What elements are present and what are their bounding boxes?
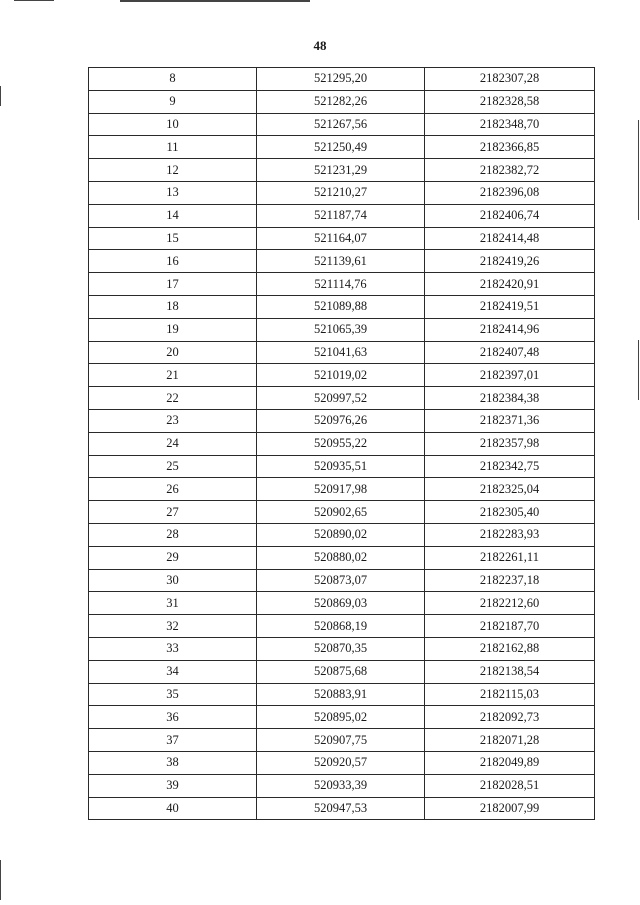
table-row xyxy=(89,501,595,524)
point-number-cell: 17 xyxy=(89,273,257,296)
x-coordinate-cell: 520955,22 xyxy=(257,432,425,455)
table-row xyxy=(89,729,595,752)
point-number-cell: 21 xyxy=(89,364,257,387)
y-coordinate-cell: 2182366,85 xyxy=(425,136,595,159)
table-row xyxy=(89,273,595,296)
point-number-cell: 35 xyxy=(89,683,257,706)
y-coordinate-cell: 2182419,51 xyxy=(425,295,595,318)
coordinates-table xyxy=(88,67,595,820)
y-coordinate-cell: 2182162,88 xyxy=(425,637,595,660)
point-number-cell: 34 xyxy=(89,660,257,683)
table-row xyxy=(89,318,595,341)
point-number-cell: 11 xyxy=(89,136,257,159)
point-number-cell: 37 xyxy=(89,729,257,752)
x-coordinate-cell: 520976,26 xyxy=(257,409,425,432)
table-row xyxy=(89,295,595,318)
table-row xyxy=(89,250,595,273)
table-row xyxy=(89,181,595,204)
point-number-cell: 31 xyxy=(89,592,257,615)
table-row xyxy=(89,637,595,660)
x-coordinate-cell: 520907,75 xyxy=(257,729,425,752)
y-coordinate-cell: 2182414,48 xyxy=(425,227,595,250)
x-coordinate-cell: 521187,74 xyxy=(257,204,425,227)
point-number-cell: 33 xyxy=(89,637,257,660)
x-coordinate-cell: 520935,51 xyxy=(257,455,425,478)
y-coordinate-cell: 2182348,70 xyxy=(425,113,595,136)
x-coordinate-cell: 520870,35 xyxy=(257,637,425,660)
y-coordinate-cell: 2182187,70 xyxy=(425,615,595,638)
point-number-cell: 20 xyxy=(89,341,257,364)
point-number-cell: 27 xyxy=(89,501,257,524)
x-coordinate-cell: 520873,07 xyxy=(257,569,425,592)
point-number-cell: 10 xyxy=(89,113,257,136)
x-coordinate-cell: 520895,02 xyxy=(257,706,425,729)
y-coordinate-cell: 2182325,04 xyxy=(425,478,595,501)
table-row xyxy=(89,341,595,364)
scan-artifact-left-bottom xyxy=(0,860,1,900)
x-coordinate-cell: 520880,02 xyxy=(257,546,425,569)
y-coordinate-cell: 2182092,73 xyxy=(425,706,595,729)
y-coordinate-cell: 2182406,74 xyxy=(425,204,595,227)
y-coordinate-cell: 2182384,38 xyxy=(425,387,595,410)
point-number-cell: 26 xyxy=(89,478,257,501)
x-coordinate-cell: 521019,02 xyxy=(257,364,425,387)
table-row xyxy=(89,660,595,683)
x-coordinate-cell: 521210,27 xyxy=(257,181,425,204)
x-coordinate-cell: 520868,19 xyxy=(257,615,425,638)
table-row xyxy=(89,68,595,91)
y-coordinate-cell: 2182305,40 xyxy=(425,501,595,524)
y-coordinate-cell: 2182342,75 xyxy=(425,455,595,478)
table-row xyxy=(89,113,595,136)
point-number-cell: 24 xyxy=(89,432,257,455)
y-coordinate-cell: 2182307,28 xyxy=(425,68,595,91)
y-coordinate-cell: 2182382,72 xyxy=(425,159,595,182)
table-row xyxy=(89,615,595,638)
page-number: 48 xyxy=(313,38,327,53)
y-coordinate-cell: 2182212,60 xyxy=(425,592,595,615)
point-number-cell: 30 xyxy=(89,569,257,592)
point-number-cell: 13 xyxy=(89,181,257,204)
x-coordinate-cell: 521114,76 xyxy=(257,273,425,296)
x-coordinate-cell: 520875,68 xyxy=(257,660,425,683)
table-row xyxy=(89,409,595,432)
y-coordinate-cell: 2182028,51 xyxy=(425,774,595,797)
y-coordinate-cell: 2182237,18 xyxy=(425,569,595,592)
point-number-cell: 15 xyxy=(89,227,257,250)
table-row xyxy=(89,387,595,410)
table-row xyxy=(89,136,595,159)
table-row xyxy=(89,774,595,797)
x-coordinate-cell: 521295,20 xyxy=(257,68,425,91)
point-number-cell: 28 xyxy=(89,523,257,546)
x-coordinate-cell: 521250,49 xyxy=(257,136,425,159)
y-coordinate-cell: 2182396,08 xyxy=(425,181,595,204)
x-coordinate-cell: 521282,26 xyxy=(257,90,425,113)
point-number-cell: 8 xyxy=(89,68,257,91)
point-number-cell: 32 xyxy=(89,615,257,638)
y-coordinate-cell: 2182071,28 xyxy=(425,729,595,752)
x-coordinate-cell: 521164,07 xyxy=(257,227,425,250)
x-coordinate-cell: 521065,39 xyxy=(257,318,425,341)
table-row xyxy=(89,523,595,546)
point-number-cell: 9 xyxy=(89,90,257,113)
x-coordinate-cell: 520902,65 xyxy=(257,501,425,524)
table-row xyxy=(89,455,595,478)
scan-artifact-top-short xyxy=(14,0,54,1)
scan-artifact-right xyxy=(638,340,639,400)
point-number-cell: 22 xyxy=(89,387,257,410)
point-number-cell: 36 xyxy=(89,706,257,729)
x-coordinate-cell: 521267,56 xyxy=(257,113,425,136)
y-coordinate-cell: 2182328,58 xyxy=(425,90,595,113)
y-coordinate-cell: 2182371,36 xyxy=(425,409,595,432)
x-coordinate-cell: 520920,57 xyxy=(257,751,425,774)
table-row xyxy=(89,364,595,387)
y-coordinate-cell: 2182138,54 xyxy=(425,660,595,683)
x-coordinate-cell: 520997,52 xyxy=(257,387,425,410)
x-coordinate-cell: 521041,63 xyxy=(257,341,425,364)
x-coordinate-cell: 520917,98 xyxy=(257,478,425,501)
table-row xyxy=(89,546,595,569)
point-number-cell: 25 xyxy=(89,455,257,478)
point-number-cell: 39 xyxy=(89,774,257,797)
y-coordinate-cell: 2182397,01 xyxy=(425,364,595,387)
table-row xyxy=(89,227,595,250)
coordinates-table-body xyxy=(89,68,595,820)
point-number-cell: 12 xyxy=(89,159,257,182)
point-number-cell: 29 xyxy=(89,546,257,569)
x-coordinate-cell: 520947,53 xyxy=(257,797,425,820)
table-row xyxy=(89,592,595,615)
x-coordinate-cell: 521089,88 xyxy=(257,295,425,318)
y-coordinate-cell: 2182357,98 xyxy=(425,432,595,455)
x-coordinate-cell: 520933,39 xyxy=(257,774,425,797)
y-coordinate-cell: 2182419,26 xyxy=(425,250,595,273)
y-coordinate-cell: 2182049,89 xyxy=(425,751,595,774)
y-coordinate-cell: 2182420,91 xyxy=(425,273,595,296)
table-row xyxy=(89,204,595,227)
point-number-cell: 23 xyxy=(89,409,257,432)
scan-artifact-top xyxy=(120,0,310,2)
scan-artifact-left xyxy=(0,86,1,106)
table-row xyxy=(89,432,595,455)
x-coordinate-cell: 520869,03 xyxy=(257,592,425,615)
y-coordinate-cell: 2182414,96 xyxy=(425,318,595,341)
table-row xyxy=(89,706,595,729)
table-row xyxy=(89,478,595,501)
y-coordinate-cell: 2182283,93 xyxy=(425,523,595,546)
point-number-cell: 19 xyxy=(89,318,257,341)
table-row xyxy=(89,751,595,774)
table-row xyxy=(89,90,595,113)
x-coordinate-cell: 521231,29 xyxy=(257,159,425,182)
y-coordinate-cell: 2182261,11 xyxy=(425,546,595,569)
y-coordinate-cell: 2182007,99 xyxy=(425,797,595,820)
scan-artifact-right-upper xyxy=(638,120,639,220)
x-coordinate-cell: 521139,61 xyxy=(257,250,425,273)
point-number-cell: 40 xyxy=(89,797,257,820)
y-coordinate-cell: 2182115,03 xyxy=(425,683,595,706)
y-coordinate-cell: 2182407,48 xyxy=(425,341,595,364)
x-coordinate-cell: 520890,02 xyxy=(257,523,425,546)
table-row xyxy=(89,683,595,706)
point-number-cell: 14 xyxy=(89,204,257,227)
table-row xyxy=(89,569,595,592)
point-number-cell: 38 xyxy=(89,751,257,774)
point-number-cell: 16 xyxy=(89,250,257,273)
x-coordinate-cell: 520883,91 xyxy=(257,683,425,706)
point-number-cell: 18 xyxy=(89,295,257,318)
table-row xyxy=(89,797,595,820)
table-row xyxy=(89,159,595,182)
